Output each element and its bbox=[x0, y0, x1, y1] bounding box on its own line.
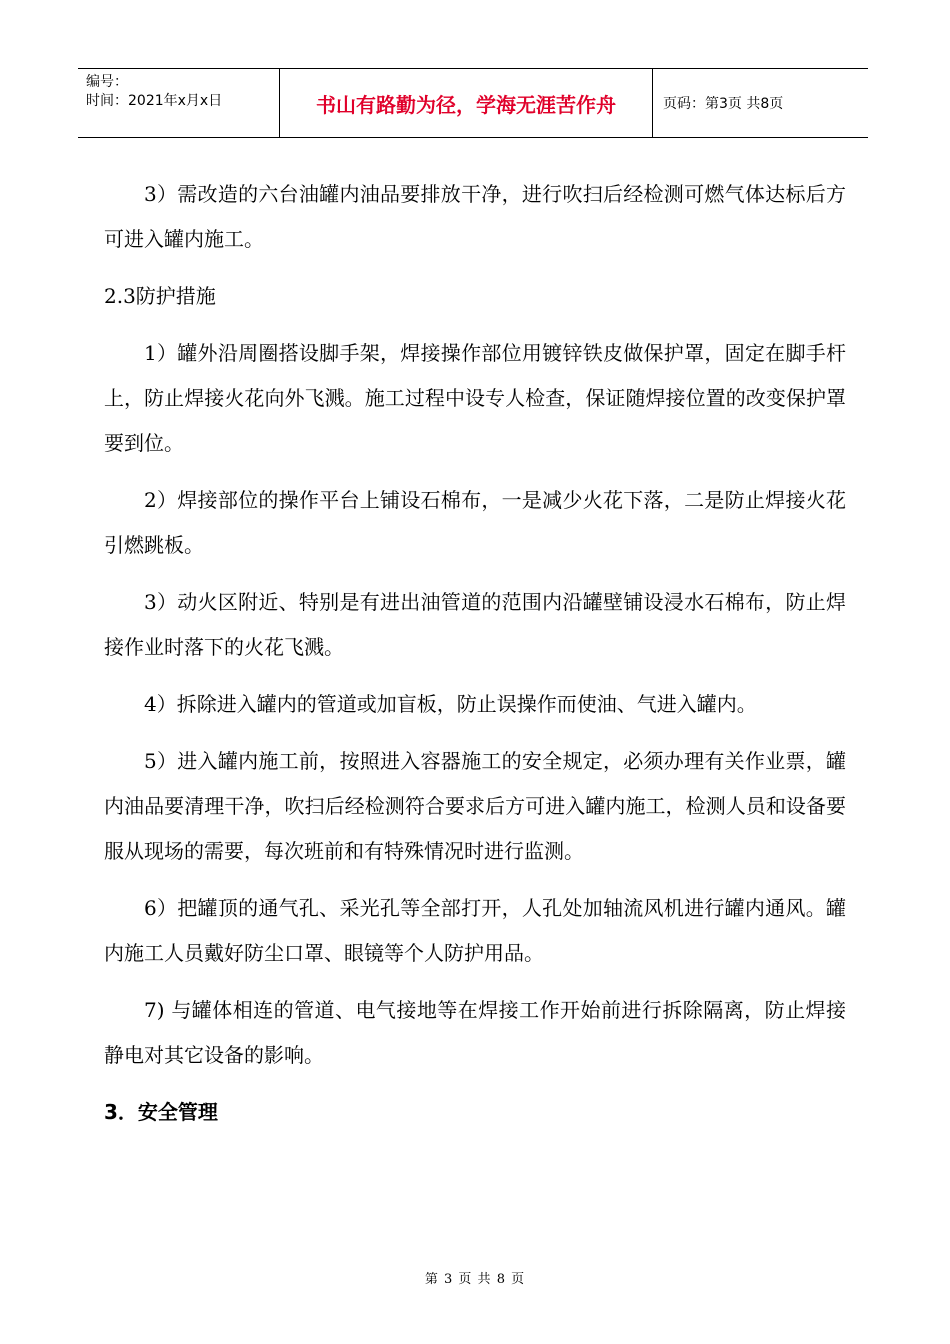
header-motto: 书山有路勤为径，学海无涯苦作舟 bbox=[280, 69, 653, 137]
list-item: 3）动火区附近、特别是有进出油管道的范围内沿罐壁铺设浸水石棉布，防止焊接作业时落下的火花飞溅。 bbox=[104, 590, 846, 659]
header-page-info: 页码：第3页 共8页 bbox=[663, 96, 784, 112]
paragraph: 3）需改造的六台油罐内油品要排放干净，进行吹扫后经检测可燃气体达标后方可进入罐内施工。 bbox=[104, 182, 846, 251]
header-meta bbox=[78, 69, 280, 137]
list-item: 5）进入罐内施工前，按照进入容器施工的安全规定，必须办理有关作业票，罐内油品要清理干净，吹扫后经检测符合要求后方可进入罐内施工，检测人员和设备要服从现场的需要，每次班前和有特殊情况时进行监测。 bbox=[104, 749, 846, 863]
list-item: 1）罐外沿周圈搭设脚手架，焊接操作部位用镀锌铁皮做保护罩，固定在脚手杆上，防止焊接火花向外飞溅。施工过程中设专人检查，保证随焊接位置的改变保护罩要到位。 bbox=[104, 341, 846, 455]
page-header bbox=[78, 68, 868, 138]
list-item: 4）拆除进入罐内的管道或加盲板，防止误操作而使油、气进入罐内。 bbox=[144, 692, 757, 716]
section-heading-2-3: 2.3防护措施 bbox=[104, 284, 216, 308]
document-body bbox=[104, 172, 846, 1147]
list-item: 2）焊接部位的操作平台上铺设石棉布，一是减少火花下落，二是防止焊接火花引燃跳板。 bbox=[104, 488, 846, 557]
list-item: 6）把罐顶的通气孔、采光孔等全部打开，人孔处加轴流风机进行罐内通风。罐内施工人员戴好防尘口罩、眼镜等个人防护用品。 bbox=[104, 896, 846, 965]
document-date: 时间：2021年x月x日 bbox=[86, 93, 223, 109]
section-heading-3: 3．安全管理 bbox=[104, 1100, 218, 1124]
list-item: 7) 与罐体相连的管道、电气接地等在焊接工作开始前进行拆除隔离，防止焊接静电对其它设备的影响。 bbox=[104, 998, 846, 1067]
document-number-label: 编号： bbox=[86, 74, 128, 90]
page-footer: 第 3 页 共 8 页 bbox=[424, 1272, 526, 1287]
